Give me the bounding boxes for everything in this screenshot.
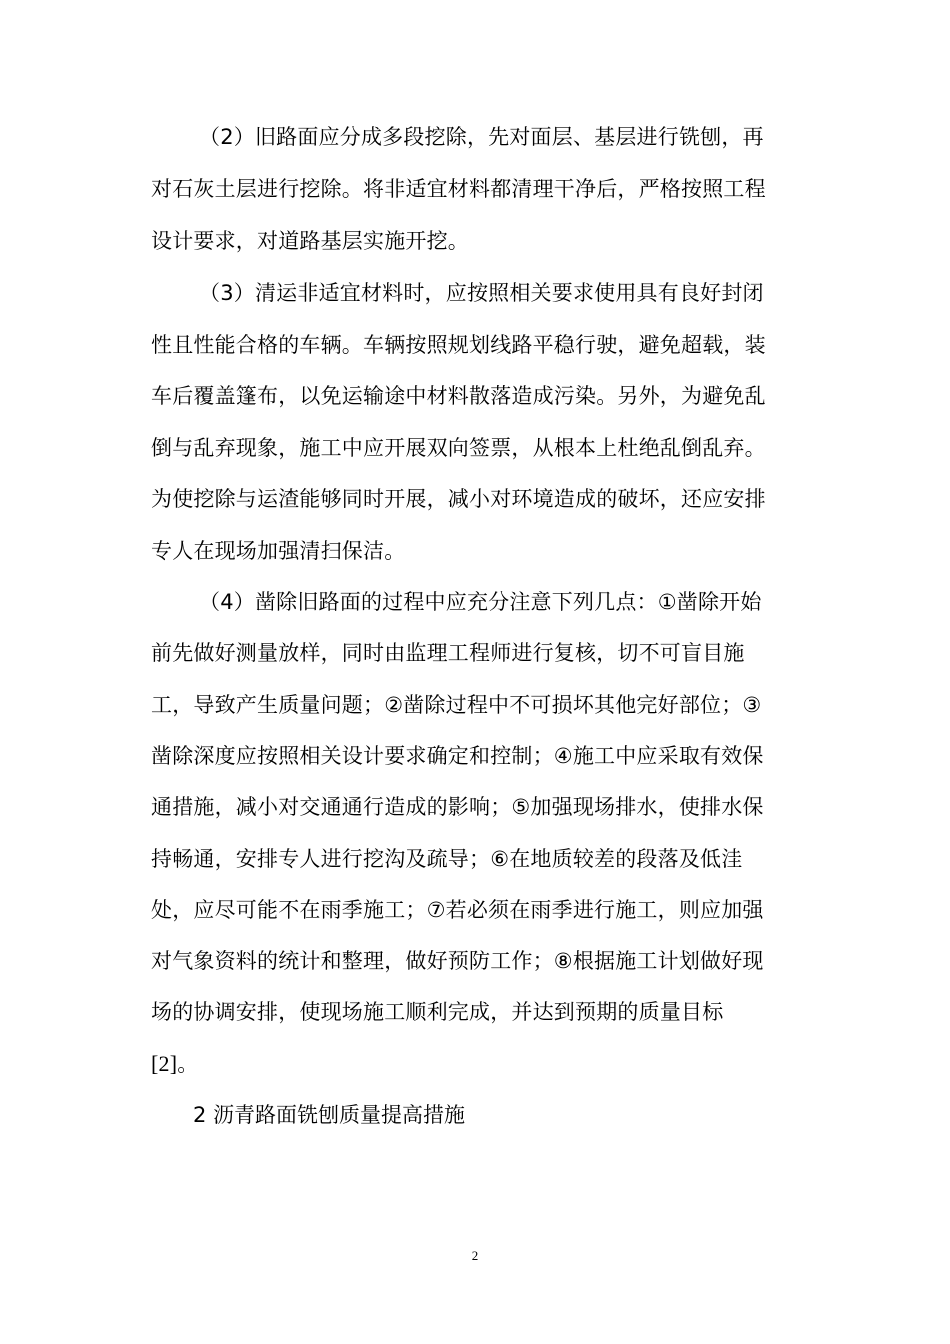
- paragraph-4-line-1: （4）凿除旧路面的过程中应充分注意下列几点：①凿除开始: [199, 590, 762, 614]
- paragraph-3-line-4: 倒与乱弃现象，施工中应开展双向签票，从根本上杜绝乱倒乱弃。: [151, 436, 766, 460]
- paragraph-3-line-2: 性且性能合格的车辆。车辆按照规划线路平稳行驶，避免超载，装: [151, 333, 766, 357]
- section-heading: 2 沥青路面铣刨质量提高措施: [193, 1103, 466, 1127]
- paragraph-4-line-8: 对气象资料的统计和整理，做好预防工作；⑧根据施工计划做好现: [151, 949, 764, 973]
- paragraph-2-line-2: 对石灰土层进行挖除。将非适宜材料都清理干净后，严格按照工程: [151, 177, 766, 201]
- paragraph-4-line-9: 场的协调安排，使现场施工顺利完成，并达到预期的质量目标: [151, 1000, 724, 1024]
- paragraph-4-line-10: [151, 1049, 198, 1079]
- paragraph-4-line-6: 持畅通，安排专人进行挖沟及疏导；⑥在地质较差的段落及低洼: [151, 847, 743, 871]
- paragraph-3-line-1: （3）清运非适宜材料时，应按照相关要求使用具有良好封闭: [199, 281, 764, 305]
- paragraph-4-line-3: 工，导致产生质量问题；②凿除过程中不可损坏其他完好部位；③: [151, 693, 762, 717]
- page-number: 2: [471, 1248, 479, 1263]
- reference-citation: [2]: [151, 1051, 178, 1076]
- paragraph-3-line-3: 车后覆盖篷布，以免运输途中材料散落造成污染。另外，为避免乱: [151, 384, 766, 408]
- paragraph-4-line-4: 凿除深度应按照相关设计要求确定和控制；④施工中应采取有效保: [151, 744, 764, 768]
- paragraph-4-line-5: 通措施，减小对交通通行造成的影响；⑤加强现场排水，使排水保: [151, 795, 764, 819]
- paragraph-3-line-6: 专人在现场加强清扫保洁。: [151, 539, 406, 563]
- paragraph-2-line-1: （2）旧路面应分成多段挖除，先对面层、基层进行铣刨，再: [199, 125, 764, 149]
- paragraph-3-line-5: 为使挖除与运渣能够同时开展，减小对环境造成的破坏，还应安排: [151, 487, 766, 511]
- reference-tail: 。: [177, 1052, 199, 1076]
- paragraph-4-line-2: 前先做好测量放样，同时由监理工程师进行复核，切不可盲目施: [151, 641, 745, 665]
- paragraph-2-line-3: 设计要求，对道路基层实施开挖。: [151, 229, 469, 253]
- paragraph-4-line-7: 处，应尽可能不在雨季施工；⑦若必须在雨季进行施工，则应加强: [151, 898, 764, 922]
